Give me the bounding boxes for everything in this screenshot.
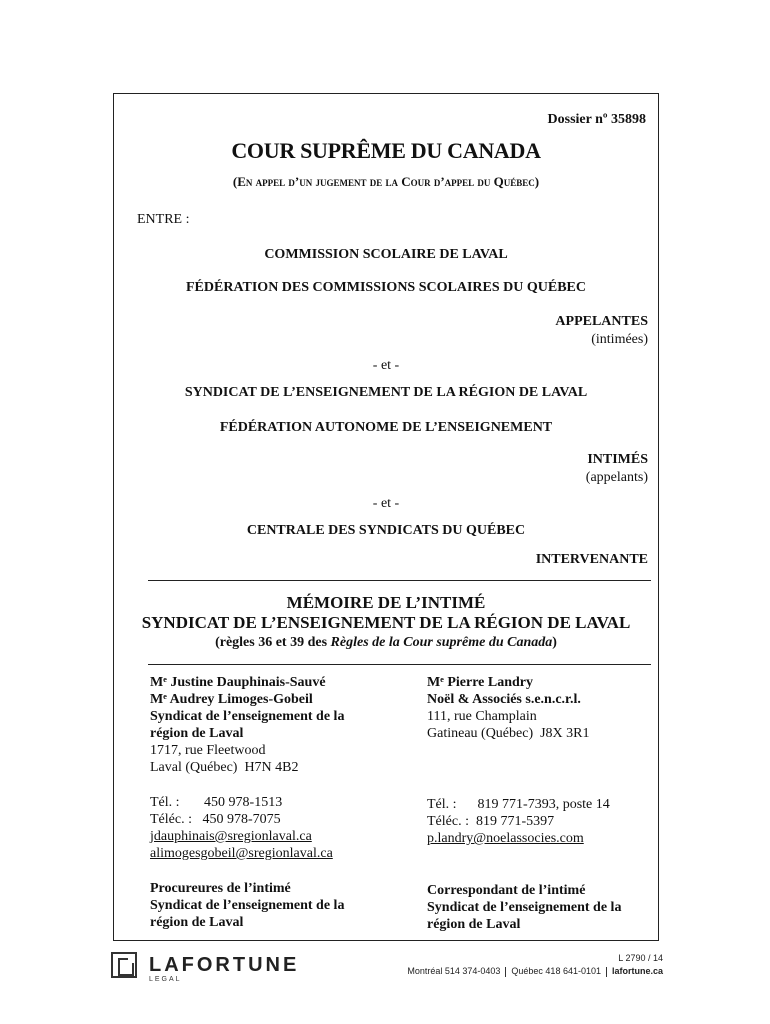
appellant-1: COMMISSION SCOLAIRE DE LAVAL [264, 247, 508, 262]
appellant-2: FÉDÉRATION DES COMMISSIONS SCOLAIRES DU QUÉBEC [186, 280, 586, 295]
appeal-subtitle: (En appel d’un jugement de la Cour d’appel du Québec) [232, 174, 540, 189]
logo-text: LAFORTUNE [149, 954, 300, 976]
footer-website[interactable]: lafortune.ca [611, 966, 663, 976]
left-counsel-address-1: 1717, rue Fleetwood [150, 743, 266, 758]
right-counsel-firm: Noël & Associés s.e.n.c.r.l. [427, 692, 581, 707]
right-counsel-email[interactable]: p.landry@noelassocies.com [427, 831, 584, 846]
left-counsel-role-org-1: Syndicat de l’enseignement de la [150, 898, 345, 913]
footer-contacts [407, 966, 663, 977]
right-counsel-block [427, 674, 657, 933]
left-counsel-org-1: Syndicat de l’enseignement de la [150, 709, 345, 724]
left-counsel-role: Procureures de l’intimé [150, 881, 291, 896]
footer-quebec: Québec 418 641-0101 [511, 966, 601, 976]
divider-top [148, 580, 651, 581]
intervener: CENTRALE DES SYNDICATS DU QUÉBEC [246, 523, 526, 538]
left-counsel-email-2[interactable]: alimogesgobeil@sregionlaval.ca [150, 846, 333, 861]
appellants-subrole: (intimées) [591, 332, 648, 347]
et-separator-2: - et - [372, 496, 400, 511]
et-separator-1: - et - [372, 358, 400, 373]
logo-subtext: LEGAL [149, 976, 182, 983]
right-counsel-address-1: 111, rue Champlain [427, 709, 537, 724]
respondents-role: INTIMÉS [587, 452, 648, 467]
left-counsel-email-1[interactable]: jdauphinais@sregionlaval.ca [150, 829, 312, 844]
divider-bottom [148, 664, 651, 665]
left-counsel-address-2: Laval (Québec) H7N 4B2 [150, 760, 299, 775]
left-counsel-name-2: Mᵉ Audrey Limoges-Gobeil [150, 692, 313, 707]
footer-code: L 2790 / 14 [618, 953, 663, 963]
left-counsel-name-1: Mᵉ Justine Dauphinais-Sauvé [150, 675, 326, 690]
appellants-role: APPELANTES [555, 314, 648, 329]
lafortune-logo [111, 952, 300, 983]
memoire-party: SYNDICAT DE L’ENSEIGNEMENT DE LA RÉGION DE LAVAL [141, 613, 631, 632]
right-counsel-role-org-1: Syndicat de l’enseignement de la [427, 900, 622, 915]
right-counsel-role: Correspondant de l’intimé [427, 883, 586, 898]
right-counsel-tel: Tél. : 819 771-7393, poste 14 [427, 797, 610, 812]
left-counsel-block [150, 674, 400, 931]
right-counsel-role-org-2: région de Laval [427, 917, 521, 932]
left-counsel-org-2: région de Laval [150, 726, 244, 741]
right-counsel-name: Mᵉ Pierre Landry [427, 675, 534, 690]
left-counsel-tel: Tél. : 450 978-1513 [150, 795, 283, 810]
left-counsel-fax: Téléc. : 450 978-7075 [150, 812, 281, 827]
respondents-subrole: (appelants) [585, 470, 648, 485]
left-counsel-role-org-2: région de Laval [150, 915, 244, 930]
respondent-1: SYNDICAT DE L’ENSEIGNEMENT DE LA RÉGION DE LAVAL [184, 385, 588, 400]
memoire-title: MÉMOIRE DE L’INTIMÉ [286, 593, 486, 612]
lafortune-logo-icon [111, 952, 137, 978]
court-title: COUR SUPRÊME DU CANADA [231, 138, 541, 163]
dossier-number: Dossier nº 35898 [547, 112, 646, 127]
footer-montreal: Montréal 514 374-0403 [407, 966, 501, 976]
intervener-role: INTERVENANTE [535, 552, 648, 567]
entre-label: ENTRE : [137, 212, 190, 227]
memoire-rules: (règles 36 et 39 des Règles de la Cour suprême du Canada) [215, 635, 557, 650]
respondent-2: FÉDÉRATION AUTONOME DE L’ENSEIGNEMENT [219, 420, 553, 435]
right-counsel-address-2: Gatineau (Québec) J8X 3R1 [427, 726, 590, 741]
right-counsel-fax: Téléc. : 819 771-5397 [427, 814, 555, 829]
